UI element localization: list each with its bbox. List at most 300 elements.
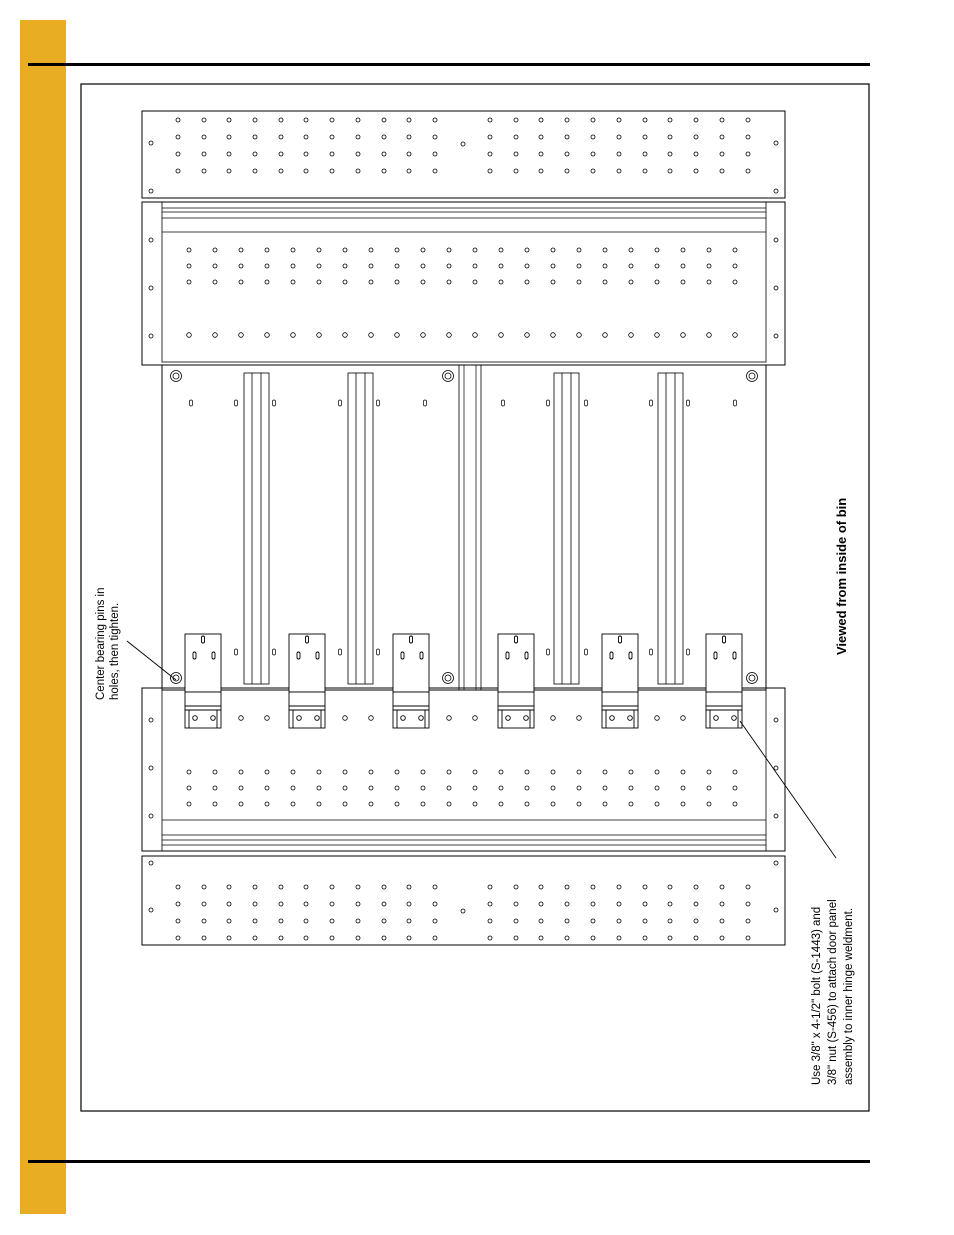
bolt-hole: [291, 333, 296, 338]
bolt-hole: [291, 770, 295, 774]
bolt-hole: [539, 902, 543, 906]
bolt-hole: [565, 152, 569, 156]
bolt-hole: [539, 885, 543, 889]
bolt-hole: [643, 902, 647, 906]
bolt-hole: [643, 135, 647, 139]
bolt-hole: [433, 152, 437, 156]
bolt-hole: [187, 264, 191, 268]
bolt-hole: [499, 264, 503, 268]
bolt-hole: [253, 169, 257, 173]
door-slot: [650, 649, 653, 655]
bolt-hole: [279, 919, 283, 923]
bolt-hole: [577, 716, 582, 721]
bolt-hole: [227, 902, 231, 906]
bolt-hole: [514, 885, 518, 889]
hinge-bolt-hole: [401, 716, 406, 721]
bolt-hole: [707, 786, 711, 790]
bolt-hole: [447, 786, 451, 790]
hinge-bolt-hole: [714, 716, 719, 721]
bolt-hole: [668, 885, 672, 889]
bolt-hole: [213, 248, 217, 252]
bolt-hole: [330, 135, 334, 139]
door-slot: [687, 400, 690, 406]
bolt-hole: [551, 786, 555, 790]
bolt-hole: [774, 861, 778, 865]
hinge-bolt-hole: [193, 716, 198, 721]
door-slot: [339, 400, 342, 406]
bolt-hole: [577, 786, 581, 790]
bolt-hole: [668, 118, 672, 122]
bolt-hole: [395, 333, 400, 338]
bolt-hole: [187, 770, 191, 774]
bolt-hole: [382, 152, 386, 156]
bolt-hole: [239, 280, 243, 284]
bolt-hole: [720, 919, 724, 923]
hinge-bolt-hole: [297, 716, 302, 721]
bolt-hole: [202, 919, 206, 923]
bolt-hole: [514, 919, 518, 923]
bolt-hole: [149, 238, 153, 242]
bolt-hole: [421, 280, 425, 284]
bolt-hole: [473, 248, 477, 252]
bolt-hole: [317, 770, 321, 774]
bolt-hole: [681, 716, 686, 721]
bolt-hole: [539, 919, 543, 923]
bottom-sheet-panel: [142, 856, 785, 945]
bolt-hole: [265, 786, 269, 790]
bolt-hole: [356, 885, 360, 889]
bolt-hole: [746, 936, 750, 940]
bolt-hole: [617, 118, 621, 122]
bolt-hole: [356, 152, 360, 156]
bolt-hole: [551, 770, 555, 774]
hinge-slot: [723, 636, 726, 643]
bolt-hole: [149, 334, 153, 338]
bolt-hole: [525, 786, 529, 790]
bolt-hole: [525, 264, 529, 268]
bolt-hole: [279, 135, 283, 139]
bolt-hole: [239, 264, 243, 268]
bolt-hole: [473, 280, 477, 284]
bearing-pin-center: [749, 675, 755, 681]
bolt-hole: [565, 885, 569, 889]
bolt-hole: [746, 152, 750, 156]
bolt-hole: [369, 264, 373, 268]
bolt-hole: [304, 135, 308, 139]
bolt-hole: [514, 135, 518, 139]
hinge-slot: [515, 636, 518, 643]
bolt-callout-leader: [740, 721, 836, 858]
bolt-hole: [603, 786, 607, 790]
bolt-hole: [317, 786, 321, 790]
bolt-hole: [746, 135, 750, 139]
bolt-hole: [551, 280, 555, 284]
bolt-hole: [202, 169, 206, 173]
door-slot: [339, 649, 342, 655]
bolt-hole: [176, 936, 180, 940]
bolt-hole: [356, 135, 360, 139]
bolt-hole: [317, 264, 321, 268]
bolt-hole: [279, 902, 283, 906]
bolt-hole: [694, 169, 698, 173]
hinge-bolt-hole: [732, 716, 737, 721]
bolt-hole: [202, 885, 206, 889]
bolt-hole: [369, 248, 373, 252]
bearing-pin: [171, 673, 182, 684]
bolt-hole: [433, 135, 437, 139]
bolt-hole: [265, 248, 269, 252]
lower-frame-holes: [149, 716, 778, 818]
bolt-hole: [343, 802, 347, 806]
bolt-hole: [343, 786, 347, 790]
bolt-hole: [421, 770, 425, 774]
lower-frame-inner: [162, 690, 766, 851]
door-slot: [547, 649, 550, 655]
hinge-slot: [297, 652, 300, 659]
bolt-hole: [525, 770, 529, 774]
bolt-hole: [720, 885, 724, 889]
bolt-hole: [733, 248, 737, 252]
bolt-hole: [265, 280, 269, 284]
bearing-pin-center: [173, 373, 179, 379]
hinge-slot: [629, 652, 632, 659]
bolt-hole: [617, 135, 621, 139]
bolt-hole: [227, 885, 231, 889]
bolt-hole: [304, 169, 308, 173]
bolt-hole: [617, 885, 621, 889]
bolt-hole: [213, 770, 217, 774]
bolt-hole: [407, 885, 411, 889]
door-assembly-diagram: [80, 83, 870, 1113]
bolt-hole: [421, 333, 426, 338]
bolt-hole: [343, 333, 348, 338]
bolt-hole: [707, 770, 711, 774]
bolt-hole: [681, 280, 685, 284]
bolt-hole: [603, 333, 608, 338]
hinge-bolt-hole: [628, 716, 633, 721]
bolt-hole: [655, 716, 660, 721]
bolt-hole: [577, 264, 581, 268]
door-slot: [424, 400, 427, 406]
bolt-hole: [488, 919, 492, 923]
bolt-hole: [539, 135, 543, 139]
bolt-hole: [707, 802, 711, 806]
bolt-hole: [668, 919, 672, 923]
bolt-hole: [655, 786, 659, 790]
bolt-hole: [421, 248, 425, 252]
bolt-hole: [668, 152, 672, 156]
bolt-hole: [239, 770, 243, 774]
bolt-hole: [202, 135, 206, 139]
bolt-hole: [149, 908, 153, 912]
bolt-hole: [227, 135, 231, 139]
bolt-hole: [265, 264, 269, 268]
bolt-hole: [253, 135, 257, 139]
bolt-hole: [681, 802, 685, 806]
bolt-hole: [239, 333, 244, 338]
bolt-hole: [655, 264, 659, 268]
bolt-hole: [617, 152, 621, 156]
bolt-hole: [213, 333, 218, 338]
bolt-hole: [330, 936, 334, 940]
bearing-pin: [443, 673, 454, 684]
bolt-hole: [655, 770, 659, 774]
bolt-hole: [253, 152, 257, 156]
bolt-hole: [577, 280, 581, 284]
bolt-hole: [227, 118, 231, 122]
hinge-bolt-hole: [524, 716, 529, 721]
bolt-hole: [733, 333, 738, 338]
bolt-hole: [720, 135, 724, 139]
bolt-hole: [304, 919, 308, 923]
bolt-hole: [629, 280, 633, 284]
bolt-hole: [213, 802, 217, 806]
bolt-hole: [565, 902, 569, 906]
hinge-slot: [525, 652, 528, 659]
bolt-hole: [149, 861, 153, 865]
bolt-hole: [279, 885, 283, 889]
bolt-hole: [473, 333, 478, 338]
bolt-hole: [369, 802, 373, 806]
bolt-hole: [407, 152, 411, 156]
bolt-hole: [304, 152, 308, 156]
bolt-hole: [382, 169, 386, 173]
bolt-hole: [421, 786, 425, 790]
bolt-hole: [643, 169, 647, 173]
bolt-hole: [499, 248, 503, 252]
bolt-hole: [356, 902, 360, 906]
view-label: Viewed from inside of bin: [834, 497, 849, 655]
bolt-hole: [187, 786, 191, 790]
bolt-hole: [176, 152, 180, 156]
bolt-hole: [369, 770, 373, 774]
bolt-hole: [488, 169, 492, 173]
bolt-hole: [176, 135, 180, 139]
bolt-hole: [433, 919, 437, 923]
bolt-hole: [473, 802, 477, 806]
bolt-hole: [227, 152, 231, 156]
bolt-hole: [499, 770, 503, 774]
hinge-weldments: [185, 634, 742, 728]
hinge-slot: [506, 652, 509, 659]
bolt-hole: [525, 248, 529, 252]
bolt-hole: [187, 248, 191, 252]
bolt-hole: [746, 902, 750, 906]
bolt-hole: [473, 770, 477, 774]
stiffener-channel: [244, 373, 269, 684]
bearing-pin-center: [445, 373, 451, 379]
bolt-callout-line-2: 3/8" nut (S-456) to attach door panel: [827, 899, 839, 1085]
bearing-pin-center: [749, 373, 755, 379]
bolt-hole: [655, 280, 659, 284]
bolt-hole: [565, 169, 569, 173]
bolt-hole: [746, 169, 750, 173]
bolt-hole: [603, 264, 607, 268]
bolt-hole: [461, 142, 465, 146]
bolt-hole: [774, 766, 778, 770]
bolt-hole: [265, 716, 270, 721]
bolt-hole: [629, 802, 633, 806]
bolt-hole: [488, 902, 492, 906]
bolt-hole: [733, 802, 737, 806]
bolt-hole: [551, 248, 555, 252]
bolt-hole: [149, 141, 153, 145]
bottom-sheet-holes: [149, 861, 778, 940]
bolt-hole: [356, 936, 360, 940]
bolt-hole: [395, 802, 399, 806]
hinge-slot: [619, 636, 622, 643]
bolt-hole: [421, 802, 425, 806]
bolt-hole: [213, 280, 217, 284]
bolt-hole: [291, 264, 295, 268]
bolt-hole: [525, 280, 529, 284]
stiffener-channel: [348, 373, 373, 684]
bolt-hole: [304, 936, 308, 940]
bolt-hole: [304, 885, 308, 889]
bolt-hole: [539, 152, 543, 156]
pins-callout-line-2: holes, then tighten.: [109, 602, 121, 700]
bolt-hole: [317, 280, 321, 284]
bolt-hole: [330, 919, 334, 923]
hinge-slot: [316, 652, 319, 659]
lower-frame-outer: [142, 688, 785, 851]
bolt-hole: [617, 169, 621, 173]
bolt-hole: [239, 802, 243, 806]
bolt-hole: [668, 936, 672, 940]
bolt-hole: [655, 802, 659, 806]
bolt-hole: [343, 280, 347, 284]
bolt-hole: [603, 770, 607, 774]
bolt-hole: [774, 334, 778, 338]
door-slot: [502, 400, 505, 406]
bolt-hole: [317, 333, 322, 338]
bolt-hole: [291, 802, 295, 806]
bolt-hole: [681, 786, 685, 790]
upper-frame-holes: [149, 238, 778, 338]
bolt-hole: [643, 936, 647, 940]
door-slot: [585, 649, 588, 655]
bolt-hole: [539, 118, 543, 122]
bolt-hole: [330, 169, 334, 173]
bolt-hole: [343, 248, 347, 252]
bolt-hole: [149, 189, 153, 193]
bolt-hole: [202, 118, 206, 122]
bolt-hole: [643, 919, 647, 923]
bolt-hole: [565, 135, 569, 139]
bolt-hole: [694, 919, 698, 923]
bolt-hole: [746, 919, 750, 923]
bolt-hole: [774, 718, 778, 722]
hinge-slot: [420, 652, 423, 659]
bolt-hole: [433, 902, 437, 906]
bolt-hole: [176, 919, 180, 923]
door-center-seam: [459, 365, 481, 690]
top-sheet-panel: [142, 111, 785, 198]
bolt-hole: [330, 902, 334, 906]
bolt-hole: [694, 135, 698, 139]
bolt-hole: [433, 169, 437, 173]
bolt-hole: [253, 902, 257, 906]
bolt-hole: [239, 248, 243, 252]
bolt-hole: [514, 936, 518, 940]
bolt-hole: [265, 802, 269, 806]
bolt-hole: [488, 118, 492, 122]
bolt-hole: [591, 919, 595, 923]
bolt-hole: [213, 264, 217, 268]
bolt-hole: [343, 716, 348, 721]
bolt-callout-line-1: Use 3/8" x 4-1/2" bolt (S-1443) and: [811, 906, 823, 1085]
door-slot: [650, 400, 653, 406]
bolt-hole: [694, 885, 698, 889]
hinge-slot: [212, 652, 215, 659]
bolt-hole: [591, 885, 595, 889]
hinge-slot: [401, 652, 404, 659]
side-color-band: [20, 20, 66, 1214]
bolt-hole: [668, 169, 672, 173]
bolt-hole: [746, 885, 750, 889]
bearing-pin-center: [445, 675, 451, 681]
bolt-hole: [774, 189, 778, 193]
bolt-hole: [213, 786, 217, 790]
bolt-hole: [149, 814, 153, 818]
bolt-hole: [433, 885, 437, 889]
pins-callout-leader: [127, 641, 176, 680]
bolt-hole: [488, 152, 492, 156]
bolt-hole: [227, 169, 231, 173]
bolt-hole: [643, 118, 647, 122]
bolt-hole: [720, 902, 724, 906]
bolt-hole: [591, 152, 595, 156]
bolt-hole: [176, 169, 180, 173]
bolt-hole: [447, 716, 452, 721]
bolt-hole: [655, 333, 660, 338]
bolt-hole: [461, 909, 465, 913]
bolt-hole: [591, 902, 595, 906]
stiffener-channel: [554, 373, 579, 684]
bolt-hole: [407, 902, 411, 906]
bolt-hole: [499, 786, 503, 790]
top-sheet-holes: [149, 118, 778, 193]
bolt-hole: [668, 135, 672, 139]
bolt-hole: [488, 936, 492, 940]
bolt-hole: [176, 902, 180, 906]
bolt-hole: [291, 280, 295, 284]
bolt-hole: [176, 118, 180, 122]
bolt-hole: [617, 936, 621, 940]
bolt-hole: [551, 264, 555, 268]
bolt-hole: [356, 919, 360, 923]
bolt-hole: [227, 919, 231, 923]
hinge-slot: [193, 652, 196, 659]
bolt-hole: [577, 333, 582, 338]
bolt-hole: [187, 280, 191, 284]
bolt-hole: [681, 264, 685, 268]
bolt-hole: [539, 936, 543, 940]
bolt-hole: [202, 902, 206, 906]
hinge-slot: [306, 636, 309, 643]
bolt-hole: [202, 152, 206, 156]
bolt-hole: [265, 770, 269, 774]
bolt-hole: [407, 919, 411, 923]
bolt-hole: [330, 885, 334, 889]
bolt-hole: [395, 264, 399, 268]
bolt-hole: [343, 770, 347, 774]
bolt-hole: [187, 333, 192, 338]
bolt-hole: [447, 770, 451, 774]
bolt-hole: [629, 248, 633, 252]
bolt-hole: [720, 936, 724, 940]
bolt-hole: [603, 802, 607, 806]
